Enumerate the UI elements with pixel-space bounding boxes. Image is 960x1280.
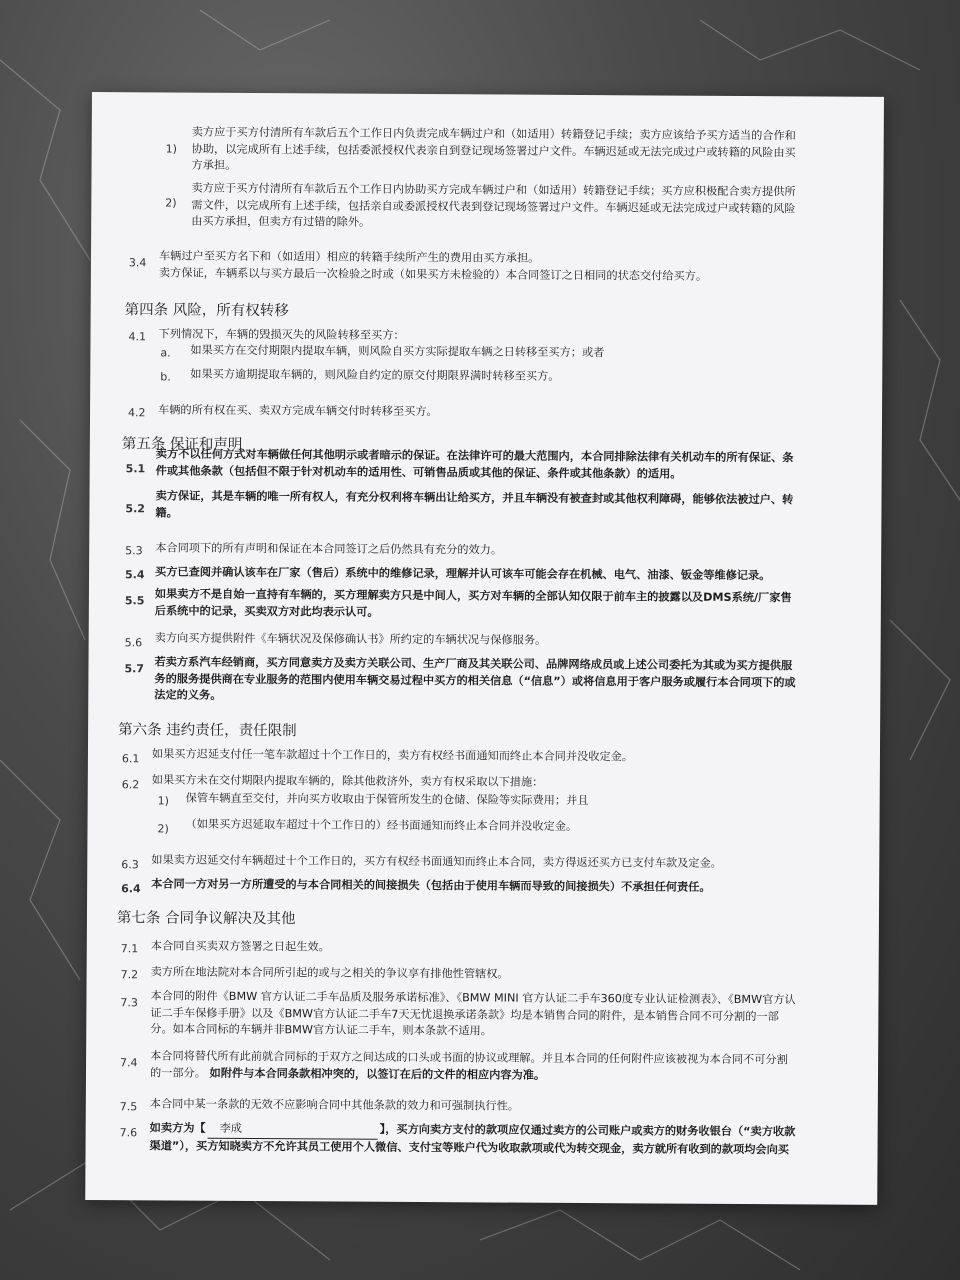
text-segment: 】，买方向卖方支付的款项应仅通过卖方的公司账户或卖方的财务收银台（“卖方收款 xyxy=(379,1122,796,1139)
section-heading-7: 第七条 合同争议解决及其他 xyxy=(116,910,296,928)
seller-name-field[interactable]: 李成 xyxy=(208,1121,378,1140)
clause-6-4: 本合同一方对另一方所遭受的与本合同相关的间接损失（包括由于使用车辆而导致的间接损失）不承担任何责任。 xyxy=(151,877,711,894)
clause-4-1: 下列情况下，车辆的毁损灭失的风险转移至买方： xyxy=(158,327,405,342)
text-line: 需文件，以完成所有上述手续，包括亲自或委派授权代表到登记现场签署过户文件。车辆迟延或无法完成过户或转籍的风险 xyxy=(191,198,796,215)
text-line: 件或其他条款（包括但不限于针对机动车的适用性、可销售品质或其他的保证、条件或其他条款）的适用。 xyxy=(155,463,682,481)
clause-number: 4.1 xyxy=(128,330,147,344)
clause-7-5: 本合同中某一条款的无效不应影响合同中其他条款的效力和可强制执行性。 xyxy=(149,1097,520,1113)
clause-number: 6.3 xyxy=(121,858,139,872)
clause-number: 7.4 xyxy=(120,1056,138,1070)
clause-5-3: 本合同项下的所有声明和保证在本合同签订之后仍然具有充分的效力。 xyxy=(155,541,503,557)
item-number: 1) xyxy=(157,794,170,808)
clause-number: 5.2 xyxy=(125,502,145,516)
clause-7-4 xyxy=(150,1048,788,1085)
clause-number: 6.2 xyxy=(121,778,140,792)
section-heading-6: 第六条 违约责任，责任限制 xyxy=(118,722,297,740)
text-line: 渠道”），买方知晓卖方不允许其员工使用个人微信、支付宝等账户代为收取款项或代为转交现金，卖方就所有收到的款项均会向买 xyxy=(149,1138,790,1156)
text-line: 协助，以完成所有上述手续，包括委派授权代表亲自到登记现场签署过户文件。车辆迟延或无法完成过户或转籍的风险由买 xyxy=(191,142,796,159)
clause-number: 5.6 xyxy=(124,636,143,650)
item-letter: b. xyxy=(160,370,171,384)
text-line: 法定的义务。 xyxy=(154,688,222,702)
clause-number: 5.1 xyxy=(125,462,146,476)
item-letter: a. xyxy=(160,346,171,360)
clause-3-3-2 xyxy=(191,181,795,234)
text-line: 卖方不以任何方式对车辆做任何其他明示或者暗示的保证。在法律许可的最大范围内，本合同排除法律有关机动车的所有保证、条 xyxy=(155,447,794,465)
text-line: 由买方承担，但卖方有过错的除外。 xyxy=(191,214,371,229)
item-number: 2) xyxy=(165,196,177,210)
clause-number: 7.5 xyxy=(119,1100,138,1114)
clause-number: 4.2 xyxy=(128,406,146,420)
clause-6-2-2: （如果买方迟延取车超过十个工作日的）经书面通知而终止本合同并没收定金。 xyxy=(185,817,578,833)
clause-6-2: 如果买方未在交付期限内提取车辆的，除其他救济外，卖方有权采取以下措施： xyxy=(151,773,544,789)
text-line: 分。如本合同标的车辆并非BMW官方认证二手车，则本条款不适用。 xyxy=(150,1022,492,1038)
text-line: 卖方应于买方付清所有车款后五个工作日内负责完成车辆过户和（如适用）转籍登记手续；卖方应该给予买方适当的合作和 xyxy=(191,125,796,143)
clause-4-1-b: 如果买方逾期提取车辆的，则风险自约定的原交付期限界满时转移至买方。 xyxy=(190,367,560,383)
text-line: 务的服务提供商在专业服务的范围内使用车辆交易过程中买方的相关信息（“信息”）或将信息用于客户服务或履行本合同项下的或 xyxy=(154,671,796,689)
clause-number: 3.4 xyxy=(128,256,147,270)
clause-5-1 xyxy=(156,446,794,483)
text-line: 车辆过户至买方名下和（如适用）相应的转籍手续所产生的费用由买方承担。 xyxy=(158,249,540,265)
clause-number: 7.2 xyxy=(120,968,139,982)
clause-number: 7.1 xyxy=(120,942,139,956)
text-line: 本合同将替代所有此前就合同标的于双方之间达成的口头或书面的协议或理解。并且本合同的任何附件应该被视为本合同不可分割 xyxy=(150,1049,788,1067)
text-line: 的一部分。 xyxy=(149,1065,207,1080)
clause-3-3-1 xyxy=(192,125,796,178)
clause-6-2-1: 保管车辆直至交付，并向买方收取由于保管所发生的仓储、保险等实际费用；并且 xyxy=(185,791,589,808)
text-line: 若卖方系汽车经销商，买方同意卖方及卖方关联公司、生产厂商及其关联公司、品牌网络成员或上述公司委托为其或为买方提供服 xyxy=(154,655,793,673)
text-line: 后系统中的记录，买卖双方对此均表示认可。 xyxy=(154,603,379,619)
text-line: 如果卖方不是自始一直持有车辆的，买方理解卖方只是中间人，买方对车辆的全部认知仅限于前车主的披露以及DMS系统/厂家售 xyxy=(154,587,792,605)
clause-number: 5.3 xyxy=(125,544,143,558)
clause-number: 7.6 xyxy=(119,1126,138,1140)
clause-7-6 xyxy=(150,1120,796,1158)
clause-5-7 xyxy=(154,654,796,707)
clause-4-2: 车辆的所有权在买、卖双方完成车辆交付时转移至买方。 xyxy=(158,403,438,419)
clause-5-5 xyxy=(155,586,792,623)
text-line: 卖方保证，车辆系以与买方最后一次检验之时或（如果买方未检验的）本合同签订之日相同的状态交付给买方。 xyxy=(158,265,708,283)
text-line: 本合同的附件《BMW 官方认证二手车品质及服务承诺标准》、《BMW MINI 官方认证二手车360度专业认证检测表》、《BMW官方认 xyxy=(150,989,796,1007)
clause-number: 5.5 xyxy=(124,594,145,608)
clause-5-6: 卖方向买方提供附件《车辆状况及保修确认书》所约定的车辆状况与保修服务。 xyxy=(154,631,547,647)
clause-number: 6.4 xyxy=(121,882,141,896)
clause-number: 6.1 xyxy=(121,752,140,766)
text-line: 卖方应于买方付清所有车款后五个工作日内协助买方完成车辆过户和（如适用）转籍登记手续；买方应积极配合卖方提供所 xyxy=(191,181,796,199)
item-number: 2) xyxy=(157,822,169,836)
section-heading-4: 第四条 风险，所有权转移 xyxy=(124,302,289,320)
contract-page xyxy=(85,92,884,1205)
clause-7-2: 卖方所在地法院对本合同所引起的或与之相关的争议享有排他性管辖权。 xyxy=(150,965,509,981)
text-line: 方承担。 xyxy=(191,158,237,172)
text-line: 证二手车保修手册》以及《BMW官方认证二手车7天无忧退换承诺条款》均是本销售合同的附件，是本销售合同不可分割的一部 xyxy=(150,1005,779,1023)
clause-6-1: 如果买方迟延支付任一笔车款超过十个工作日的，卖方有权经书面通知而终止本合同并没收定金。 xyxy=(151,747,634,764)
text-line: 卖方保证，其是车辆的唯一所有权人，有充分权利将车辆出让给买方，并且车辆没有被查封或其他权利障碍，能够依法被过户、转 xyxy=(155,489,794,507)
section-heading-5: 第五条 保证和声明 xyxy=(121,436,243,453)
text-segment: 如卖方为【 xyxy=(149,1121,206,1135)
clause-7-3 xyxy=(150,988,796,1041)
clause-7-1: 本合同自买卖双方签署之日起生效。 xyxy=(150,939,330,954)
clause-number: 5.4 xyxy=(125,568,145,582)
text-line: 籍。 xyxy=(155,505,178,520)
clause-4-1-a: 如果买方在交付期限内提取车辆，则风险自买方实际提取车辆之日转移至买方；或者 xyxy=(190,343,605,360)
clause-6-3: 如果卖方迟延交付车辆超过十个工作日的，买方有权经书面通知而终止本合同，卖方得返还买方已支付车款及定金。 xyxy=(151,853,722,870)
clause-3-4 xyxy=(159,248,707,284)
text-line-bold: 如附件与本合同条款相冲突的，以签订在后的文件的相应内容为准。 xyxy=(209,1066,546,1082)
clause-number: 7.3 xyxy=(120,996,138,1010)
clause-5-2 xyxy=(155,488,793,525)
clause-number: 5.7 xyxy=(124,662,145,676)
clause-5-4: 买方已查阅并确认该车在厂家（售后）系统中的维修记录，理解并认可该车可能会存在机械、电气、油漆、钣金等维修记录。 xyxy=(155,565,771,583)
item-number: 1) xyxy=(165,142,177,156)
